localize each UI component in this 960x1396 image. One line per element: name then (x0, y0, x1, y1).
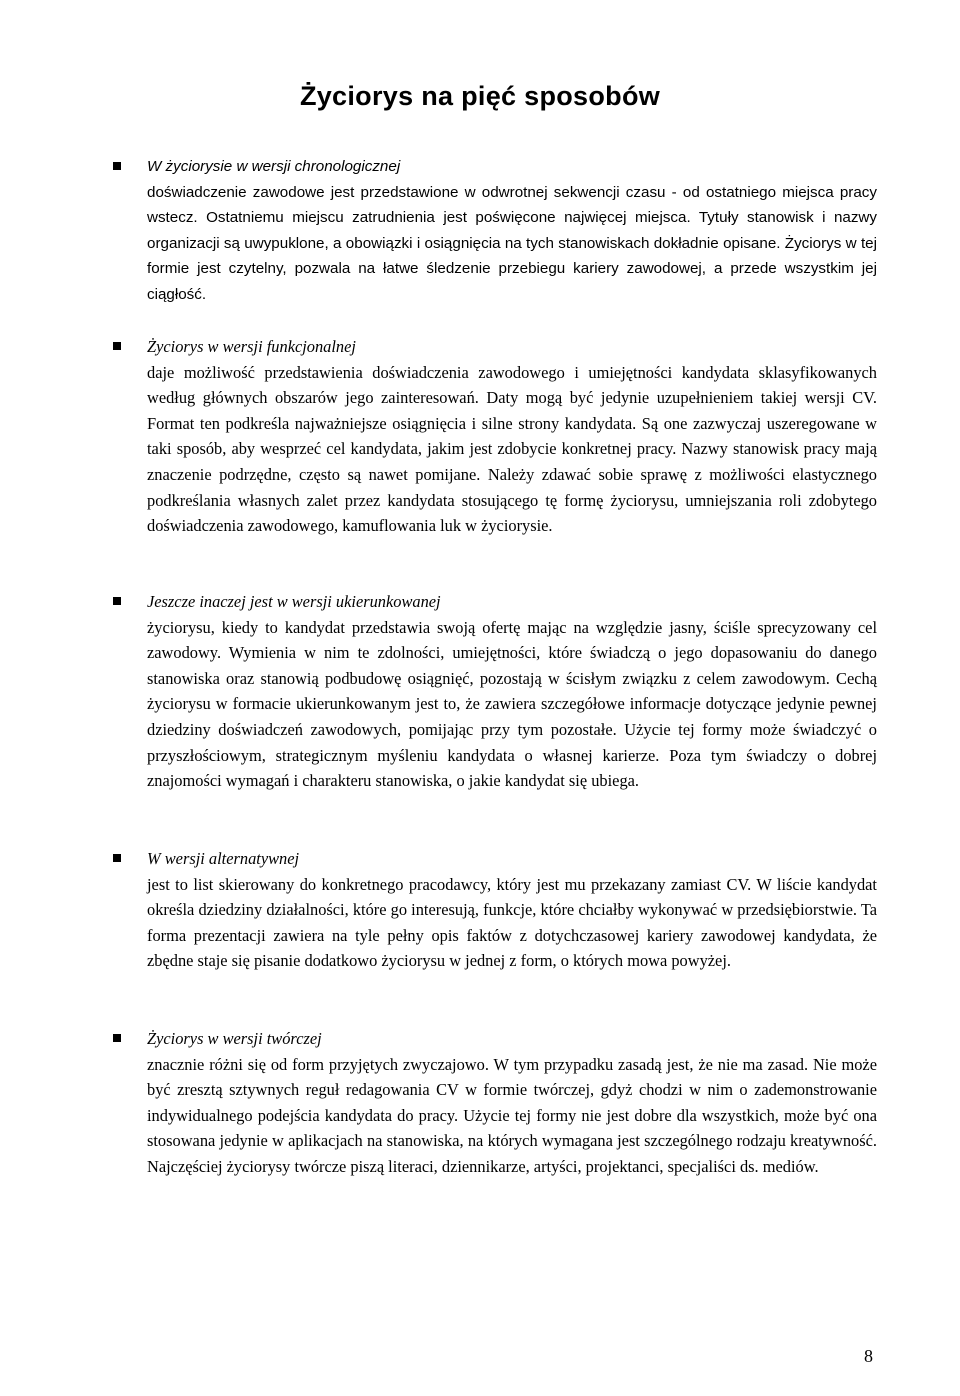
section-alternative (147, 846, 877, 974)
page-number: 8 (864, 1346, 873, 1366)
bullet-icon (113, 162, 121, 170)
section-body: doświadczenie zawodowe jest przedstawione w odwrotnej sekwencji czasu - od ostatniego miejsca pracy wstecz. Ostatniemu miejscu zatrudnienia jest poświęcone najwięcej miejsca. Tytuły stanowisk i nazwy organizacji są uwypuklone, a obowiązki i osiągnięcia na tych stanowiskach dokładnie opisane. Życiorys w tej formie jest czytelny, pozwala na łatwe śledzenie przebiegu kariery zawodowej, a przede wszystkim jej ciągłość. (147, 183, 877, 303)
section-heading: Jeszcze inaczej jest w wersji ukierunkowanej (147, 592, 441, 611)
section-creative (147, 1026, 877, 1180)
section-heading: Życiorys w wersji funkcjonalnej (147, 337, 356, 356)
bullet-icon (113, 597, 121, 605)
section-body: jest to list skierowany do konkretnego pracodawcy, który jest mu przekazany zamiast CV. W liście kandydat określa dziedziny działalności, które go interesują, funkcje, które chciałby wykonywać w przedsiębiorstwie. Ta forma prezentacji zawiera na tyle pełny opis faktów z dotychczasowej kariery zawodowej kandydata, że zbędne staje się pisanie dodatkowo życiorysu w jednej z form, o których mowa powyżej. (147, 874, 877, 971)
page-title: Życiorys na pięć sposobów (299, 81, 661, 111)
section-chronological (147, 154, 877, 308)
section-body: znacznie różni się od form przyjętych zwyczajowo. W tym przypadku zasadą jest, że nie ma zasad. Nie może być zresztą sztywnych reguł redagowania CV w formie twórczej, gdyż chodzi w nim o zademonstrowanie indywidualnego podejścia kandydata do pracy. Użycie tej formy nie jest dobre dla wszystkich, może być ona stosowana jedynie w aplikacjach na stanowiska, na których wymagana jest szczególnego rodzaju kreatywność. Najczęściej życiorysy twórcze piszą literaci, dziennikarze, artyści, projektanci, specjaliści ds. mediów. (147, 1054, 877, 1176)
section-targeted (147, 589, 877, 794)
section-heading: W życiorysie w wersji chronologicznej (147, 158, 401, 175)
section-body: daje możliwość przedstawienia doświadczenia zawodowego i umiejętności kandydata sklasyfikowanych według głównych obszarów jego zainteresowań. Daty mogą być jedynie uzupełnieniem takiej wersji CV. Format ten podkreśla najważniejsze osiągnięcia i silne strony kandydata. Są one zazwyczaj uszeregowane w taki sposób, aby wesprzeć cel kandydata, jakim jest zdobycie konkretnej pracy. Nazwy stanowisk pracy mają znaczenie podrzędne, często są nawet pomijane. Należy zdawać sobie sprawę z możliwości elastycznego podkreślania własnych zalet przez kandydata stosującego tę formę życiorysu, umniejszania roli zdobytego doświadczenia zawodowego, kamuflowania luk w życiorysie. (147, 362, 877, 536)
bullet-icon (113, 1034, 121, 1042)
section-heading: W wersji alternatywnej (147, 849, 300, 868)
section-body: życiorysu, kiedy to kandydat przedstawia swoją ofertę mając na względzie jasny, ściśle sprecyzowany cel zawodowy. Wymienia w nim te zdolności, umiejętności, które świadczą o jego dopasowaniu do danego stanowiska oraz stanowią podbudowę osiągnięć, pozostają w ścisłym związku z celem zawodowym. Cechą życiorysu w formacie ukierunkowanym jest to, że zawiera szczegółowe informacje dotyczące jedynie pewnej dziedziny doświadczeń zawodowych, pomijając przy tym pozostałe. Użycie tej formy może świadczyć o przyszłościowym, strategicznym myśleniu kandydata o własnej karierze. Poza tym świadczy o dobrej znajomości wymagań i charakteru stanowiska, o jakie kandydat się ubiega. (147, 617, 877, 791)
bullet-icon (113, 342, 121, 350)
section-heading: Życiorys w wersji twórczej (147, 1029, 322, 1048)
bullet-icon (113, 854, 121, 862)
section-functional (147, 334, 877, 539)
